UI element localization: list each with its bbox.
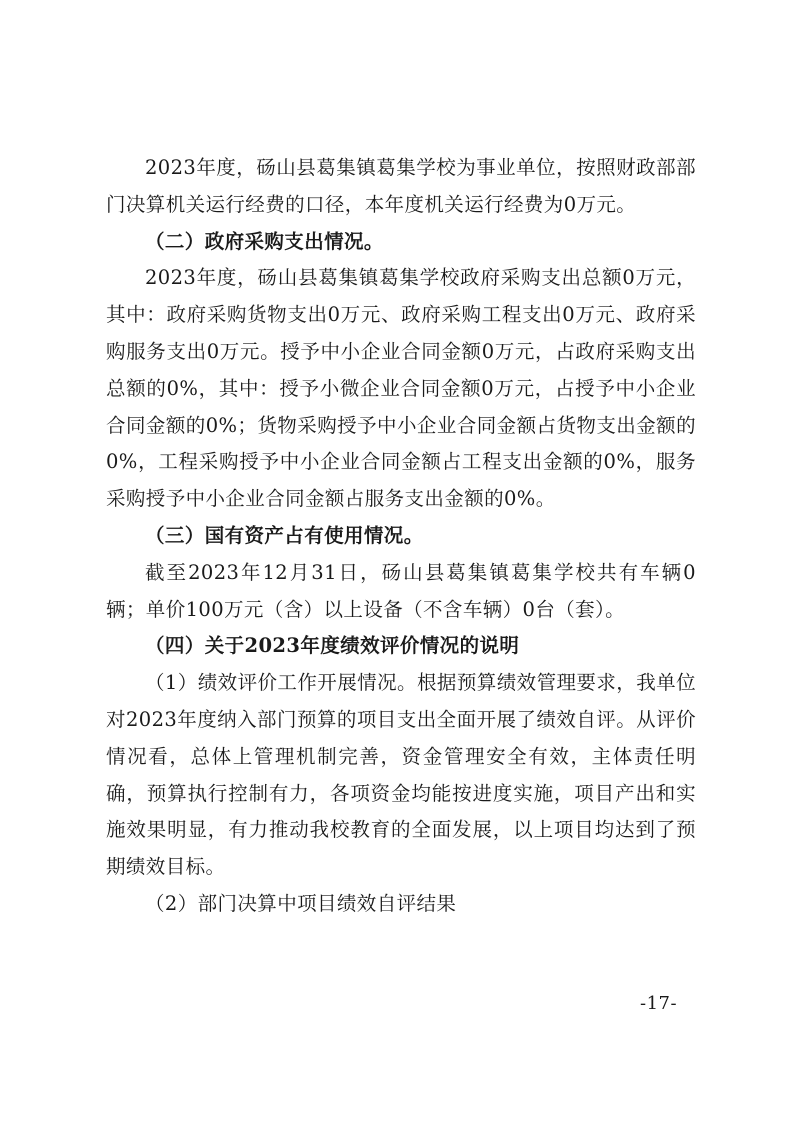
paragraph-government-procurement: 2023年度，砀山县葛集镇葛集学校政府采购支出总额0万元，其中：政府采购货物支出0万元、政府采购工程支出0万元、政府采购服务支出0万元。授予中小企业合同金额0万元，占政府采购支出总额的0%，其中：授予小微企业合同金额0万元，占授予中小企业合同金额的0%；货物采购授予中小企业合同金额占货物支出金额的0%，工程采购授予中小企业合同金额占工程支出金额的0%，服务采购授予中小企业合同金额占服务支出金额的0%。 — [106, 266, 696, 511]
paragraph-performance-evaluation-work: （1）绩效评价工作开展情况。根据预算绩效管理要求，我单位对2023年度纳入部门预算的项目支出全面开展了绩效自评。从评价情况看，总体上管理机制完善，资金管理安全有效，主体责任明确，预算执行控制有力，各项资金均能按进度实施，项目产出和实施效果明显，有力推动我校教育的全面发展，以上项目均达到了预期绩效目标。 — [106, 671, 696, 879]
paragraph-operating-expenses: 2023年度，砀山县葛集镇葛集学校为事业单位，按照财政部部门决算机关运行经费的口径，本年度机关运行经费为0万元。 — [106, 156, 696, 216]
heading-performance-evaluation: （四）关于2023年度绩效评价情况的说明 — [145, 634, 520, 658]
paragraph-self-evaluation-results: （2）部门决算中项目绩效自评结果 — [145, 891, 457, 915]
heading-government-procurement: （二）政府采购支出情况。 — [145, 229, 384, 253]
heading-state-assets: （三）国有资产占有使用情况。 — [145, 523, 424, 547]
page-content — [106, 150, 696, 923]
page-number: -17- — [640, 993, 678, 1014]
paragraph-state-assets: 截至2023年12月31日，砀山县葛集镇葛集学校共有车辆0辆；单价100万元（含）以上设备（不含车辆）0台（套）。 — [106, 560, 696, 621]
